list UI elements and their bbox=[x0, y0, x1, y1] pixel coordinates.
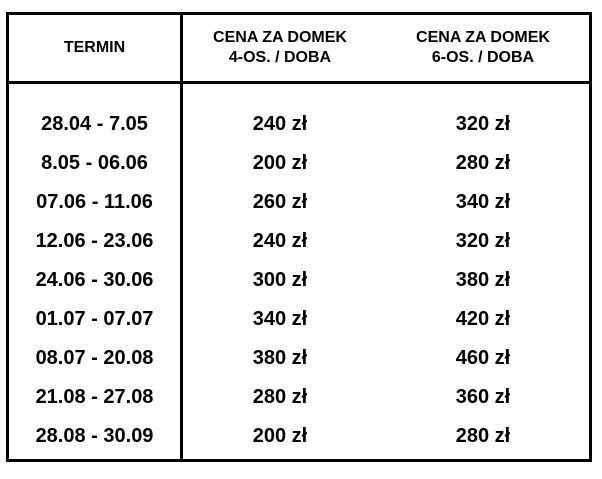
price-6-cell: 320 zł bbox=[455, 113, 511, 135]
price-4-cell: 260 zł bbox=[252, 191, 308, 213]
termin-cell: 21.08 - 27.08 bbox=[35, 386, 154, 408]
table-row bbox=[9, 183, 589, 222]
header-price-6-line1: CENA ZA DOMEK bbox=[416, 29, 550, 46]
header-termin-label: TERMIN bbox=[63, 39, 126, 56]
table-body bbox=[9, 105, 589, 456]
header-divider bbox=[9, 81, 589, 84]
price-6-cell: 360 zł bbox=[455, 386, 511, 408]
price-4-cell: 200 zł bbox=[252, 152, 308, 174]
termin-cell: 28.08 - 30.09 bbox=[35, 425, 154, 447]
table-row bbox=[9, 300, 589, 339]
header-price-4-person bbox=[183, 15, 377, 81]
price-6-cell: 460 zł bbox=[455, 347, 511, 369]
table-row bbox=[9, 105, 589, 144]
header-termin bbox=[9, 15, 180, 81]
price-6-cell: 380 zł bbox=[455, 269, 511, 291]
termin-cell: 07.06 - 11.06 bbox=[36, 191, 153, 213]
price-4-cell: 380 zł bbox=[252, 347, 308, 369]
price-6-cell: 320 zł bbox=[455, 230, 511, 252]
price-4-cell: 280 zł bbox=[252, 386, 308, 408]
termin-cell: 12.06 - 23.06 bbox=[35, 230, 154, 252]
termin-cell: 01.07 - 07.07 bbox=[35, 308, 154, 330]
termin-cell: 8.05 - 06.06 bbox=[41, 152, 148, 174]
header-price-4-line2: 4-OS. / DOBA bbox=[228, 49, 332, 66]
price-4-cell: 240 zł bbox=[252, 230, 308, 252]
header-price-6-person bbox=[377, 15, 589, 81]
table-row bbox=[9, 339, 589, 378]
header-price-4-line1: CENA ZA DOMEK bbox=[213, 29, 347, 46]
price-6-cell: 280 zł bbox=[455, 152, 511, 174]
table-row bbox=[9, 417, 589, 456]
price-6-cell: 340 zł bbox=[455, 191, 511, 213]
price-6-cell: 280 zł bbox=[455, 425, 511, 447]
price-6-cell: 420 zł bbox=[455, 308, 511, 330]
termin-cell: 24.06 - 30.06 bbox=[35, 269, 154, 291]
termin-cell: 28.04 - 7.05 bbox=[41, 113, 148, 135]
price-4-cell: 240 zł bbox=[252, 113, 308, 135]
table-row bbox=[9, 222, 589, 261]
table-row bbox=[9, 144, 589, 183]
price-4-cell: 200 zł bbox=[252, 425, 308, 447]
table-row bbox=[9, 261, 589, 300]
price-4-cell: 300 zł bbox=[252, 269, 308, 291]
header-price-6-line2: 6-OS. / DOBA bbox=[431, 49, 535, 66]
price-table bbox=[6, 12, 592, 462]
price-4-cell: 340 zł bbox=[252, 308, 308, 330]
termin-cell: 08.07 - 20.08 bbox=[35, 347, 154, 369]
table-row bbox=[9, 378, 589, 417]
